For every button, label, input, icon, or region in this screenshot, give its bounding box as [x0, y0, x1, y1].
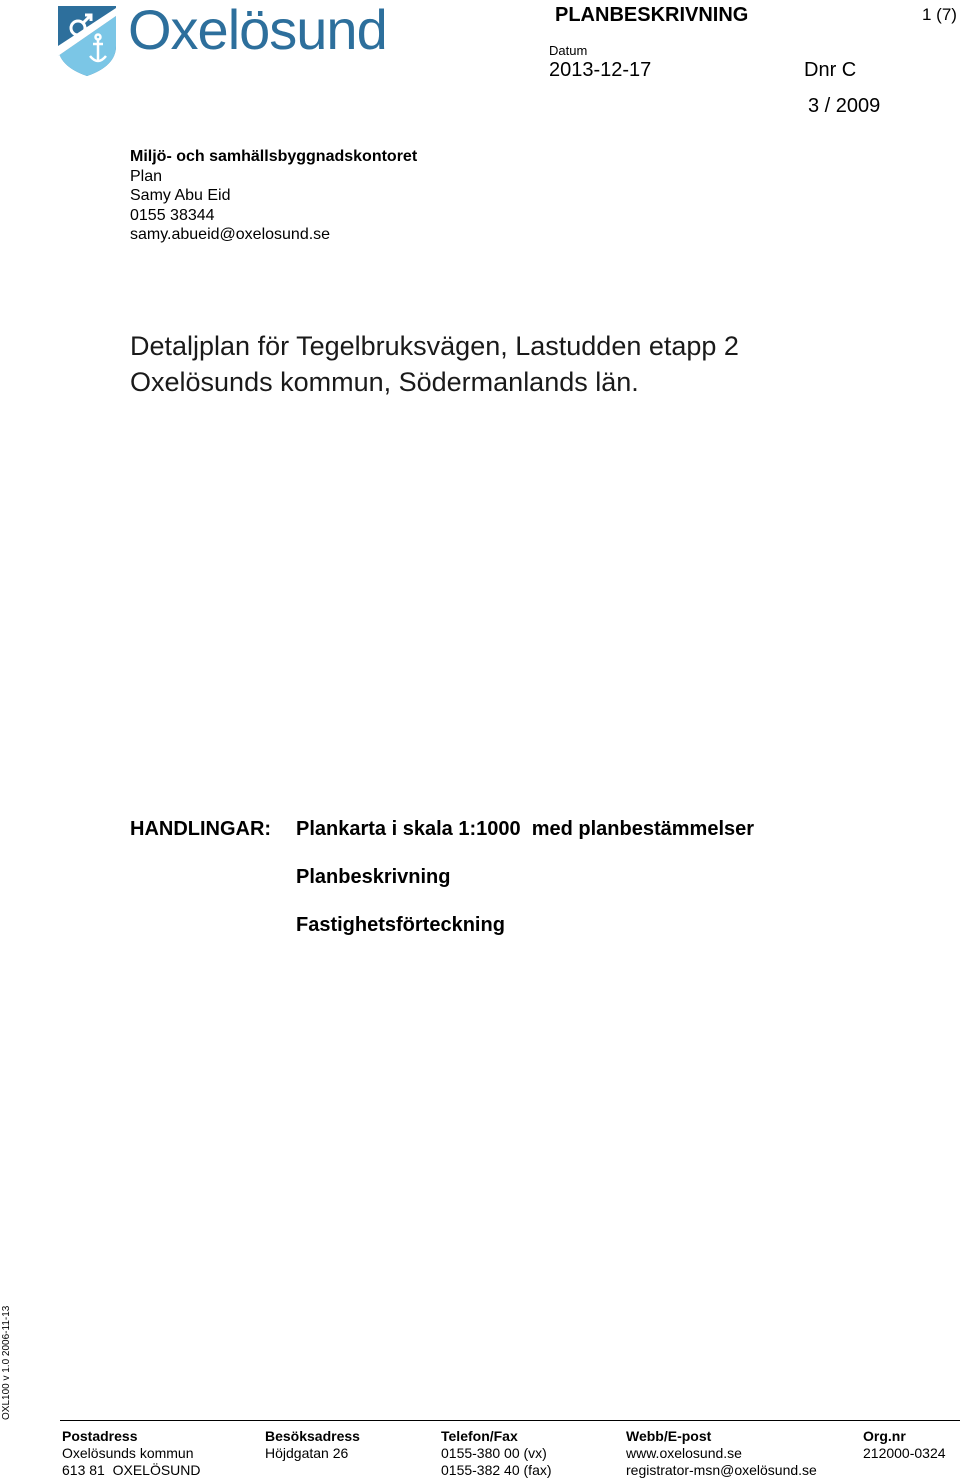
footer-telefon-heading: Telefon/Fax [441, 1428, 518, 1444]
oxelosund-coat-of-arms-logo [56, 4, 118, 78]
footer-org [863, 1428, 946, 1462]
footer-telefon-line1: 0155-380 00 (vx) [441, 1445, 547, 1461]
page-number: 1 (7) [922, 5, 957, 24]
sender-block [130, 147, 417, 245]
footer-postadress-line2: 613 81 OXELÖSUND [62, 1462, 201, 1478]
document-title [130, 328, 739, 400]
handlingar-item-planbeskrivning: Planbeskrivning [296, 866, 451, 888]
footer-webb-heading: Webb/E-post [626, 1428, 712, 1444]
footer-webb [626, 1428, 817, 1479]
handlingar-item-plankarta: Plankarta i skala 1:1000 med planbestämmelser [296, 818, 755, 840]
sender-email: samy.abueid@oxelosund.se [130, 226, 331, 243]
handlingar-label: HANDLINGAR: [130, 818, 272, 840]
footer-postadress [62, 1428, 201, 1479]
footer-besoksadress-heading: Besöksadress [265, 1428, 360, 1444]
footer-org-number: 212000-0324 [863, 1445, 946, 1461]
dnr-label: Dnr C [804, 59, 857, 81]
template-version-code: OXL100 v 1.0 2006-11-13 [1, 1305, 12, 1420]
footer-divider [60, 1420, 960, 1421]
footer-org-heading: Org.nr [863, 1428, 906, 1444]
date-label: Datum [549, 43, 588, 58]
sender-phone: 0155 38344 [130, 206, 215, 224]
footer-besoksadress-line1: Höjdgatan 26 [265, 1445, 349, 1461]
sender-department: Miljö- och samhällsbyggnadskontoret [130, 148, 418, 165]
title-line-1: Detaljplan för Tegelbruksvägen, Lastudden etapp 2 [130, 331, 739, 361]
footer-postadress-line1: Oxelösunds kommun [62, 1445, 194, 1461]
footer-postadress-heading: Postadress [62, 1428, 138, 1444]
dnr-number: 3 / 2009 [808, 95, 881, 117]
sender-unit: Plan [130, 167, 163, 185]
sender-name: Samy Abu Eid [130, 187, 231, 204]
footer-telefon-line2: 0155-382 40 (fax) [441, 1462, 552, 1478]
date-value: 2013-12-17 [549, 59, 652, 81]
title-line-2: Oxelösunds kommun, Södermanlands län. [130, 367, 639, 397]
footer-website-link[interactable]: www.oxelosund.se [626, 1445, 742, 1461]
footer-telefon [441, 1428, 552, 1479]
municipality-logo-wordmark: Oxelösund [128, 0, 387, 61]
handlingar-item-fastighetsforteckning: Fastighetsförteckning [296, 914, 505, 936]
footer-email-link[interactable]: registrator-msn@oxelösund.se [626, 1462, 817, 1478]
footer-besoksadress [265, 1428, 360, 1462]
document-type: PLANBESKRIVNING [555, 4, 749, 26]
